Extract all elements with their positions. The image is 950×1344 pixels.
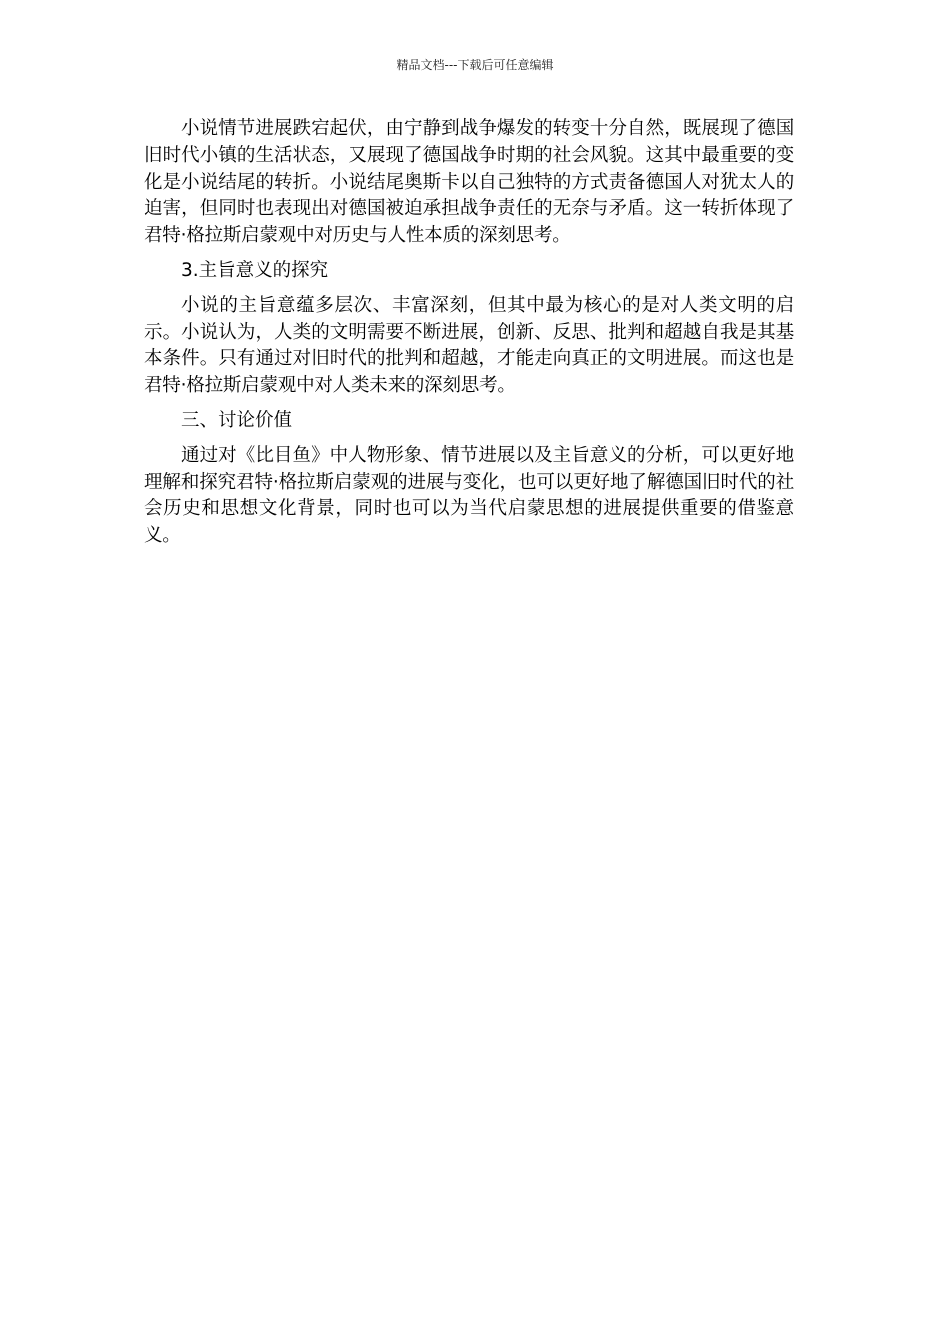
paragraph-spacer (144, 400, 794, 408)
paragraph-spacer (144, 285, 794, 293)
section-heading-research-value: 三、讨论价值 (181, 409, 293, 431)
page-header: 精品文档---下载后可任意编辑 (396, 58, 554, 72)
section-heading-theme: 3.主旨意义的探究 (181, 259, 329, 281)
paragraph-spacer (144, 250, 794, 258)
document-body (144, 116, 794, 550)
paragraph-spacer (144, 435, 794, 443)
paragraph-research-value: 通过对《比目鱼》中人物形象、情节进展以及主旨意义的分析，可以更好地理解和探究君特·格拉斯启蒙观的进展与变化，也可以更好地了解德国旧时代的社会历史和思想文化背景，同时也可以为当代启蒙思想的进展提供重要的借鉴意义。 (144, 444, 794, 547)
paragraph-theme: 小说的主旨意蕴多层次、丰富深刻，但其中最为核心的是对人类文明的启示。小说认为，人类的文明需要不断进展，创新、反思、批判和超越自我是其基本条件。只有通过对旧时代的批判和超越，才能走向真正的文明进展。而这也是君特·格拉斯启蒙观中对人类未来的深刻思考。 (144, 294, 794, 397)
paragraph-plot-development: 小说情节进展跌宕起伏，由宁静到战争爆发的转变十分自然，既展现了德国旧时代小镇的生活状态，又展现了德国战争时期的社会风貌。这其中最重要的变化是小说结尾的转折。小说结尾奥斯卡以自己独特的方式责备德国人对犹太人的迫害，但同时也表现出对德国被迫承担战争责任的无奈与矛盾。这一转折体现了君特·格拉斯启蒙观中对历史与人性本质的深刻思考。 (144, 118, 794, 247)
